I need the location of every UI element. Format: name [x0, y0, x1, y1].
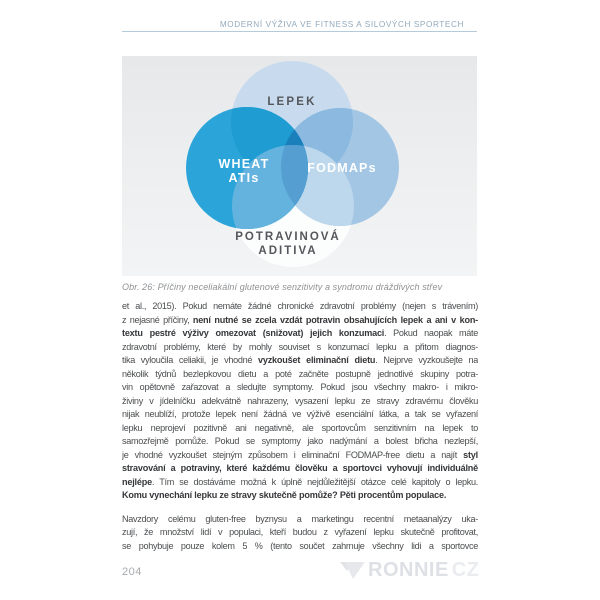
text-line: et al., 2015). Pokud nemáte žádné chronické zdravotní problémy (nejen s trávením): [122, 301, 478, 311]
running-head-rule: [122, 31, 477, 32]
text-line: zují, že množství lidí v populaci, kteří budou z vyřazení lepku skutečně profitovat,: [122, 527, 478, 537]
text-line: je vhodné vyzkoušet stejným způsobem i eliminační FODMAP-free dietu a najít styl: [122, 449, 478, 460]
body-text: [122, 300, 478, 553]
text-line: samozřejmě pomůže. Pokud se symptomy jako nadýmání a bolest břicha nezlepší,: [122, 436, 478, 446]
text-line: Komu vynechání lepku ze stravy skutečně pomůže? Pěti procentům populace.: [122, 490, 447, 500]
text-line: několik týdnů bezlepkovou dietu a poté začněte postupně jednotlivé skupiny potra-: [122, 368, 478, 379]
paragraph: [122, 513, 478, 554]
text-line: nijak neublíží, protože lepek není žádná ve výživě esenciální látka, a tak se vyřazení: [122, 409, 478, 419]
page-number: 204: [122, 566, 142, 578]
figure-caption: Obr. 26: Příčiny neceliakální glutenové senzitivity a syndromu dráždivých střev: [122, 282, 443, 292]
text-line: vin opětovně zařazovat a sledujte symptomy. Pokud jsou všechny makro- i mikro-: [122, 382, 478, 392]
text-line: lepku neprojeví pozitivně ani negativně, ale sportovcům senzitivním na lepek to: [122, 422, 478, 433]
publisher-logo: [340, 560, 479, 580]
venn-label-fodmaps: FODMAPs: [307, 161, 377, 175]
text-line: z nejasné příčiny, není nutné se zcela vzdát potravin obsahujících lepek a ani v kon-: [122, 314, 478, 325]
text-line: stravování a potraviny, které každému člověku a sportovci vyhovují individuálně: [122, 463, 478, 473]
venn-label-additives-line2: ADITIVA: [258, 245, 318, 257]
logo-suffix: CZ: [451, 559, 480, 581]
text-line: nejlépe. Tím se dostáváme možná k úplně nejdůležitější otázce celé kapitoly o lepku.: [122, 476, 478, 487]
venn-label-gluten: LEPEK: [267, 96, 317, 108]
text-line: zdravotní problémy, které by mohly souviset s konzumací lepku a přitom diagnos-: [122, 341, 478, 352]
text-line: textu pestré výživy omezovat (snižovat) jejich konzumaci. Pokud naopak máte: [122, 328, 478, 338]
paragraph: [122, 300, 478, 503]
ronnie-logo-icon: [340, 560, 365, 580]
venn-label-wheat-atis-line1: WHEAT: [218, 157, 270, 171]
text-line: Navzdory celému gluten-free byznysu a marketingu recentní metaanalýzy uka-: [122, 513, 478, 524]
venn-diagram: [122, 56, 477, 276]
venn-label-wheat-atis-line2: ATIs: [228, 171, 260, 185]
logo-text: RONNIE: [368, 559, 449, 581]
text-line: se pohybuje pouze kolem 5 % (tento součet zahrnuje všechny lidi a sportovce: [122, 540, 478, 551]
figure-venn-panel: [122, 56, 477, 276]
running-head: MODERNÍ VÝŽIVA VE FITNESS A SILOVÝCH SPORTECH: [219, 20, 464, 29]
text-line: tika vyloučila celiakii, je vhodné vyzkoušet eliminační dietu. Nejprve vyzkoušejte na: [122, 355, 478, 365]
venn-label-additives-line1: POTRAVINOVÁ: [235, 231, 341, 243]
text-line: živiny v jídelníčku adekvátně nahrazeny, vysazení lepku ze stravy zdravému člověku: [122, 395, 478, 406]
